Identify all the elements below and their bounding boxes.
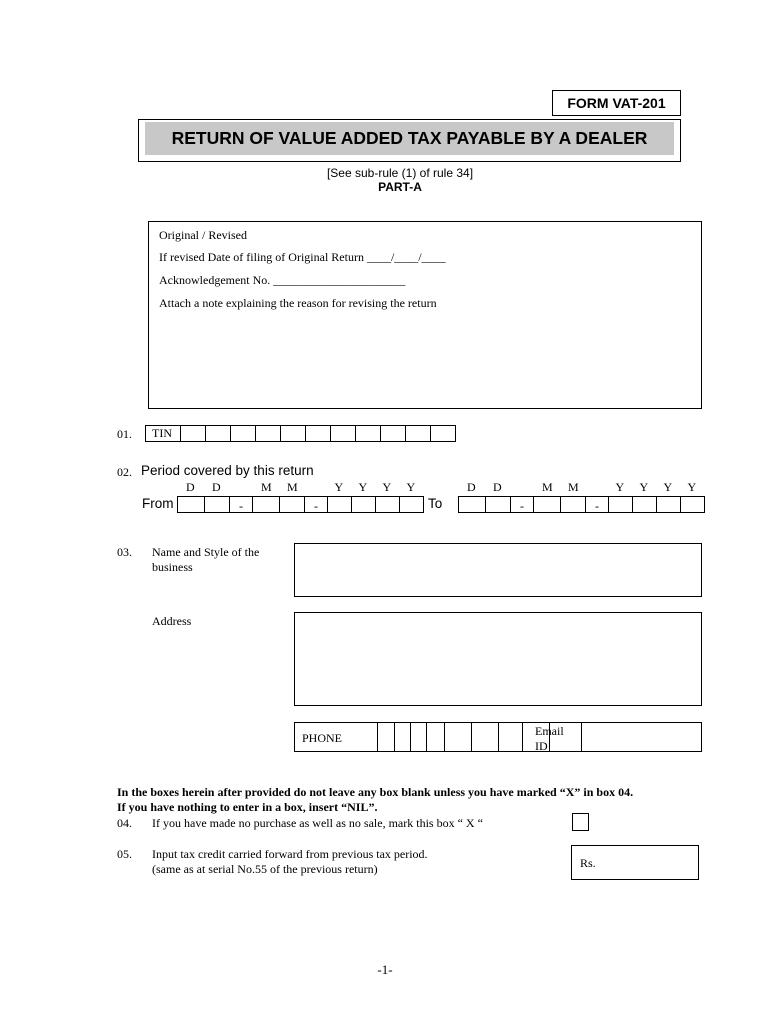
date-format-letter: Y	[358, 480, 368, 494]
to-date-separator	[510, 496, 534, 513]
date-format-letter: Y	[687, 480, 697, 494]
tin-cell-8[interactable]	[355, 425, 381, 442]
item-number-05: 05.	[117, 847, 132, 861]
tin-label: TIN	[145, 425, 181, 442]
date-format-letter: D	[467, 480, 476, 494]
address-label: Address	[152, 614, 192, 628]
date-format-letter: Y	[334, 480, 344, 494]
date-format-letter: M	[568, 480, 579, 494]
item-number-01: 01.	[117, 427, 132, 441]
date-separator-dash: -	[314, 499, 318, 513]
from-label: From	[142, 496, 174, 511]
to-label: To	[428, 496, 443, 511]
business-name-label-line1: Name and Style of the	[152, 545, 260, 559]
instruction-line-1: In the boxes herein after provided do not leave any box blank unless you have marked “X” in box 04.	[117, 785, 634, 799]
input-tax-credit-text-line1: Input tax credit carried forward from previous tax period.	[152, 847, 428, 861]
email-label-line1: Email	[535, 724, 564, 738]
tin-cell-6[interactable]	[305, 425, 331, 442]
tin-cell-4[interactable]	[255, 425, 281, 442]
phone-label: PHONE	[302, 731, 343, 745]
date-format-letter: Y	[615, 480, 625, 494]
to-date-cell-7[interactable]	[656, 496, 681, 513]
form-title: RETURN OF VALUE ADDED TAX PAYABLE BY A DEALER	[145, 122, 674, 155]
to-date-cell-6[interactable]	[632, 496, 657, 513]
item-number-02: 02.	[117, 465, 132, 479]
from-date-cell-7[interactable]	[375, 496, 400, 513]
email-input[interactable]	[581, 722, 702, 752]
revised-date-field[interactable]: If revised Date of filing of Original Return ____/____/____	[159, 250, 446, 264]
from-date-cell-2[interactable]	[204, 496, 230, 513]
item-number-04: 04.	[117, 816, 132, 830]
revision-box	[148, 221, 702, 409]
date-format-letter: M	[261, 480, 272, 494]
phone-cell-2[interactable]	[394, 722, 411, 752]
business-name-label-line2: business	[152, 560, 193, 574]
to-date-separator	[585, 496, 609, 513]
from-date-separator	[229, 496, 253, 513]
date-format-letter: M	[542, 480, 553, 494]
tin-cell-3[interactable]	[230, 425, 256, 442]
date-separator-dash: -	[595, 499, 599, 513]
original-revised-label: Original / Revised	[159, 228, 247, 242]
input-tax-credit-text-line2: (same as at serial No.55 of the previous return)	[152, 862, 378, 876]
phone-cell-1[interactable]	[377, 722, 395, 752]
date-format-letter: Y	[639, 480, 649, 494]
phone-cell-7[interactable]	[498, 722, 523, 752]
business-name-input[interactable]	[294, 543, 702, 597]
phone-cell-6[interactable]	[471, 722, 499, 752]
to-date-cell-4[interactable]	[560, 496, 586, 513]
date-format-letter: D	[212, 480, 221, 494]
date-separator-dash: -	[239, 499, 243, 513]
acknowledgement-field[interactable]: Acknowledgement No. ______________________	[159, 273, 406, 287]
tin-cell-2[interactable]	[205, 425, 231, 442]
from-date-cell-6[interactable]	[351, 496, 376, 513]
date-format-letter: D	[186, 480, 195, 494]
from-date-cell-4[interactable]	[279, 496, 305, 513]
tin-cell-7[interactable]	[330, 425, 356, 442]
sub-rule-reference: [See sub-rule (1) of rule 34]	[326, 166, 474, 180]
from-date-cell-5[interactable]	[327, 496, 352, 513]
tin-cell-1[interactable]	[180, 425, 206, 442]
tin-cell-5[interactable]	[280, 425, 306, 442]
to-date-cell-2[interactable]	[485, 496, 511, 513]
from-date-cell-3[interactable]	[252, 496, 280, 513]
from-date-cell-8[interactable]	[399, 496, 424, 513]
phone-cell-3[interactable]	[410, 722, 427, 752]
part-label: PART-A	[378, 180, 422, 194]
tin-cell-9[interactable]	[380, 425, 406, 442]
date-separator-dash: -	[520, 499, 524, 513]
from-date-separator	[304, 496, 328, 513]
period-label: Period covered by this return	[141, 463, 314, 478]
no-purchase-sale-checkbox[interactable]	[572, 813, 589, 831]
to-date-cell-3[interactable]	[533, 496, 561, 513]
revision-note-instruction: Attach a note explaining the reason for revising the return	[159, 296, 437, 310]
to-date-cell-1[interactable]	[458, 496, 486, 513]
phone-cell-5[interactable]	[444, 722, 472, 752]
date-format-letter: D	[493, 480, 502, 494]
to-date-cell-8[interactable]	[680, 496, 705, 513]
rs-label: Rs.	[580, 856, 596, 870]
item-number-03: 03.	[117, 545, 132, 559]
input-tax-credit-amount-box[interactable]	[571, 845, 699, 880]
tin-cell-10[interactable]	[405, 425, 431, 442]
phone-cell-4[interactable]	[426, 722, 445, 752]
tin-cell-11[interactable]	[430, 425, 456, 442]
email-label-line2: ID	[535, 739, 548, 753]
to-date-cell-5[interactable]	[608, 496, 633, 513]
page-number: -1-	[377, 962, 393, 977]
date-format-letter: Y	[382, 480, 392, 494]
from-date-cell-1[interactable]	[177, 496, 205, 513]
address-input[interactable]	[294, 612, 702, 706]
form-id-box: FORM VAT-201	[552, 90, 681, 116]
date-format-letter: Y	[663, 480, 673, 494]
date-format-letter: M	[287, 480, 298, 494]
instruction-line-2: If you have nothing to enter in a box, insert “NIL”.	[117, 800, 378, 814]
date-format-letter: Y	[406, 480, 416, 494]
no-purchase-sale-text: If you have made no purchase as well as no sale, mark this box “ X “	[152, 816, 483, 830]
